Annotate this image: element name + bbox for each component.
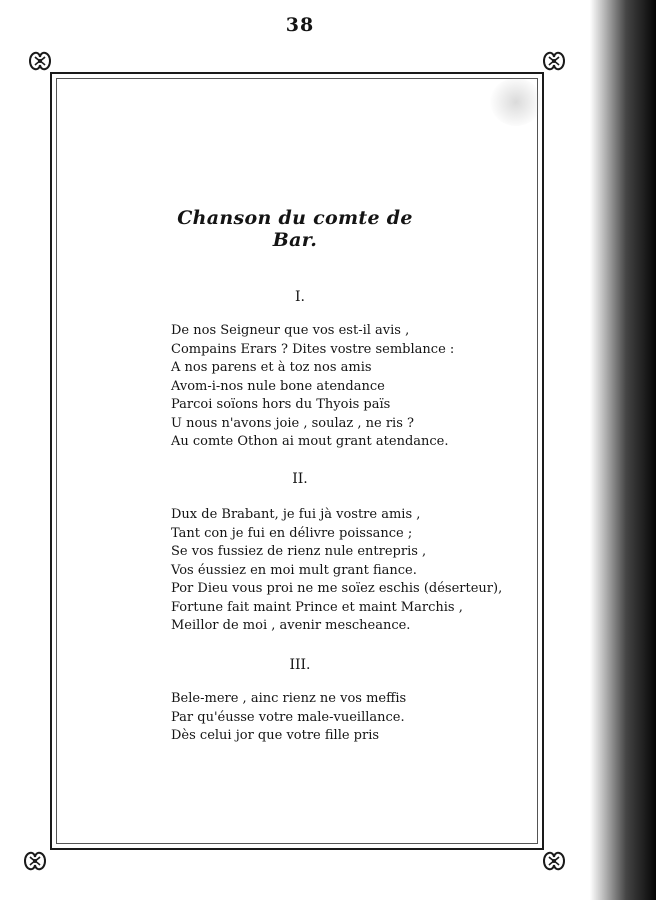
verse-line: Meillor de moi , avenir mescheance. [171, 618, 411, 633]
verse-line: Fortune fait maint Prince et maint Marchis , [171, 599, 463, 615]
verse-line: Avom-i-nos nule bone atendance [171, 378, 385, 394]
stanza-3-numeral: III. [289, 657, 311, 673]
corner-ornament-bottom-left-icon [22, 848, 48, 874]
stanza-2-numeral: II. [292, 471, 308, 487]
verse-line: Compains Erars ? Dites vostre semblance : [171, 341, 455, 357]
verse-line: Parcoi soïons hors du Thyois païs [171, 397, 391, 412]
verse-line: U nous n'avons joie , soulaz , ne ris ? [171, 415, 414, 431]
page-number: 38 [285, 14, 315, 36]
verse-line: Vos éussiez en moi mult grant fiance. [171, 562, 417, 578]
corner-ornament-bottom-right-icon [541, 848, 567, 874]
verse-line: De nos Seigneur que vos est-il avis , [171, 323, 410, 338]
stanza-3 [171, 690, 471, 746]
verse-line: Au comte Othon ai mout grant atendance. [171, 434, 449, 449]
stanza-1 [171, 322, 471, 452]
verse-line: Bele-mere , ainc rienz ne vos meffis [171, 691, 407, 706]
corner-ornament-top-left-icon [27, 48, 53, 74]
verse-line: Se vos fussiez de rienz nule entrepris , [171, 544, 427, 559]
paper-stain [490, 78, 542, 126]
verse-line: Par qu'éusse votre male-vueillance. [171, 709, 405, 725]
stanza-2 [171, 506, 503, 636]
binding-shadow [590, 0, 656, 900]
verse-line: Dès celui jor que votre fille pris [171, 728, 380, 743]
poem-title: Chanson du comte de Bar. [177, 207, 413, 251]
stanza-1-numeral: I. [295, 289, 305, 305]
verse-line: Dux de Brabant, je fui jà vostre amis , [171, 507, 421, 522]
verse-line: Tant con je fui en délivre poissance ; [171, 525, 413, 541]
corner-ornament-top-right-icon [541, 48, 567, 74]
verse-line: Por Dieu vous proi ne me soïez eschis (déserteur), [171, 581, 503, 596]
verse-line: A nos parens et à toz nos amis [171, 360, 372, 375]
